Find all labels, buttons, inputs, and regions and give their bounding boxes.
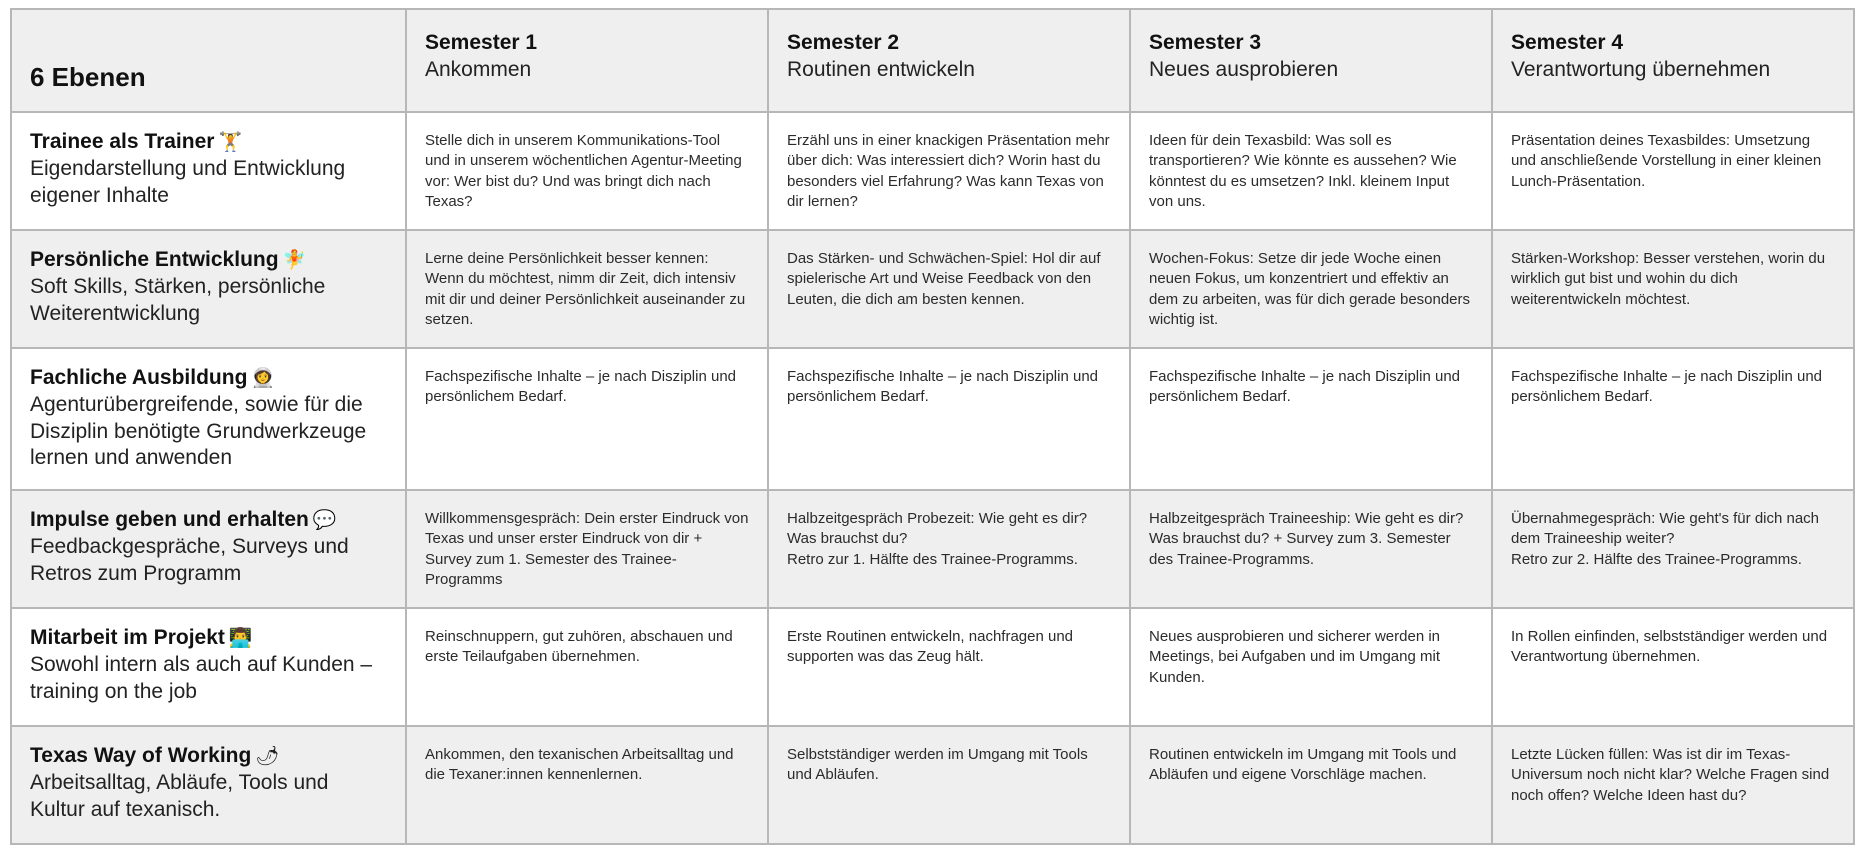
table-cell [768, 490, 1130, 608]
semester-title: Semester 2 [787, 31, 900, 54]
level-title: Fachliche Ausbildung [30, 366, 248, 389]
cell-text: Präsentation deines Texasbildes: Umsetzung und anschließende Vorstellung in einer kleinen Lunch-Präsentation. [1511, 132, 1822, 190]
cell-text: Fachspezifische Inhalte – je nach Disziplin und persönlichem Bedarf. [1511, 368, 1823, 406]
table-cell [1130, 230, 1492, 348]
table-cell [768, 230, 1130, 348]
level-title: Mitarbeit im Projekt [30, 626, 225, 649]
fairy-icon: 🧚 [282, 249, 307, 271]
semester-header-4 [1492, 9, 1854, 112]
level-cell [11, 230, 406, 348]
cell-text: Wochen-Fokus: Setze dir jede Woche einen neuen Fokus, um konzentriert und effektiv an dem zu arbeiten, was für dich gerade besonders wichtig ist. [1149, 250, 1471, 329]
level-title: Impulse geben und erhalten [30, 508, 309, 531]
cell-text: Routinen entwickeln im Umgang mit Tools und Abläufen und eigene Vorschläge machen. [1149, 746, 1457, 784]
cell-text: In Rollen einfinden, selbstständiger werden und Verantwortung übernehmen. [1511, 628, 1828, 666]
cell-text: Das Stärken- und Schwächen-Spiel: Hol dir auf spielerische Art und Weise Feedback von den Leuten, die dich am besten kennen. [787, 250, 1101, 308]
semester-header-3 [1130, 9, 1492, 112]
header-row [11, 9, 1854, 112]
table-cell [406, 490, 768, 608]
cell-text: Stelle dich in unserem Kommunikations-Tool und in unserem wöchentlichen Agentur-Meeting vor: Wer bist du? Und was bringt dich nach Texas? [425, 132, 742, 211]
cell-text: Fachspezifische Inhalte – je nach Disziplin und persönlichem Bedarf. [787, 368, 1099, 406]
table-cell [1130, 726, 1492, 844]
table-cell [1492, 490, 1854, 608]
table-cell [406, 348, 768, 490]
cell-text: Letzte Lücken füllen: Was ist dir im Texas-Universum noch nicht klar? Welche Fragen sind noch offen? Welche Ideen hast du? [1511, 746, 1830, 804]
cell-text: Willkommensgespräch: Dein erster Eindruck von Texas und unser erster Eindruck von dir + Survey zum 1. Semester des Trainee-Programms [425, 510, 749, 589]
level-description: Arbeitsalltag, Abläufe, Tools und Kultur auf texanisch. [30, 771, 329, 821]
cell-text: Erzähl uns in einer knackigen Präsentation mehr über dich: Was interessiert dich? Worin hast du besonders viel Erfahrung? Was kann Texas von dir lernen? [787, 132, 1110, 211]
cell-text: Neues ausprobieren und sicherer werden in Meetings, bei Aufgaben und im Umgang mit Kunden. [1149, 628, 1441, 686]
table-cell [768, 112, 1130, 230]
cell-text: Übernahmegespräch: Wie geht's für dich nach dem Traineeship weiter? Retro zur 2. Hälfte des Trainee-Programms. [1511, 510, 1820, 568]
cell-text: Halbzeitgespräch Traineeship: Wie geht es dir? Was brauchst du? + Survey zum 3. Semester des Trainee-Programms. [1149, 510, 1464, 568]
trainee-program-table [10, 8, 1855, 845]
table-row-fachliche-ausbildung [11, 348, 1854, 490]
cell-text: Ideen für dein Texasbild: Was soll es transportieren? Wie könnte es aussehen? Wie könntest du es umsetzen? Inkl. kleinem Input von uns. [1149, 132, 1457, 211]
table-cell [1492, 726, 1854, 844]
table-cell [768, 726, 1130, 844]
table-cell [1492, 112, 1854, 230]
semester-subtitle: Neues ausprobieren [1149, 58, 1339, 82]
cell-text: Halbzeitgespräch Probezeit: Wie geht es dir? Was brauchst du? Retro zur 1. Hälfte des Trainee-Programms. [787, 510, 1088, 568]
semester-subtitle: Routinen entwickeln [787, 58, 975, 82]
level-title: Trainee als Trainer [30, 130, 215, 153]
level-description: Eigendarstellung und Entwicklung eigener Inhalte [30, 157, 346, 207]
corner-header-title: 6 Ebenen [30, 62, 146, 92]
program-table-container [10, 8, 1853, 845]
cell-text: Fachspezifische Inhalte – je nach Disziplin und persönlichem Bedarf. [1149, 368, 1461, 406]
table-cell [406, 112, 768, 230]
level-cell [11, 726, 406, 844]
table-row-impulse-geben [11, 490, 1854, 608]
table-row-texas-way-of-working [11, 726, 1854, 844]
semester-header-1 [406, 9, 768, 112]
level-cell [11, 490, 406, 608]
table-cell [406, 230, 768, 348]
semester-subtitle: Ankommen [425, 58, 532, 82]
cell-text: Erste Routinen entwickeln, nachfragen und supporten was das Zeug hält. [787, 628, 1074, 666]
level-cell [11, 112, 406, 230]
level-cell [11, 348, 406, 490]
semester-title: Semester 1 [425, 31, 538, 54]
cell-text: Fachspezifische Inhalte – je nach Disziplin und persönlichem Bedarf. [425, 368, 737, 406]
table-cell [406, 608, 768, 726]
level-description: Sowohl intern als auch auf Kunden – training on the job [30, 653, 373, 703]
cell-text: Selbstständiger werden im Umgang mit Tools und Abläufen. [787, 746, 1088, 784]
cell-text: Lerne deine Persönlichkeit besser kennen: Wenn du möchtest, nimm dir Zeit, dich intensiv mit dir und deiner Persönlichkeit auseinander zu setzen. [425, 250, 746, 329]
table-cell [1130, 608, 1492, 726]
semester-header-2 [768, 9, 1130, 112]
table-cell [406, 726, 768, 844]
semester-title: Semester 4 [1511, 31, 1624, 54]
table-cell [1130, 490, 1492, 608]
semester-subtitle: Verantwortung übernehmen [1511, 58, 1771, 82]
table-cell [1130, 348, 1492, 490]
weightlifter-icon: 🏋 [218, 131, 243, 153]
cell-text: Ankommen, den texanischen Arbeitsalltag und die Texaner:innen kennenlernen. [425, 746, 734, 784]
cell-text: Reinschnuppern, gut zuhören, abschauen und erste Teilaufgaben übernehmen. [425, 628, 733, 666]
chili-pepper-icon: 🌶 [255, 745, 280, 767]
table-cell [1492, 348, 1854, 490]
table-cell [1130, 112, 1492, 230]
table-cell [1492, 608, 1854, 726]
level-description: Feedbackgespräche, Surveys und Retros zum Programm [30, 535, 349, 585]
table-cell [768, 608, 1130, 726]
table-row-trainee-als-trainer [11, 112, 1854, 230]
technologist-icon: 👨‍💻 [228, 627, 253, 649]
level-description: Agenturübergreifende, sowie für die Disziplin benötigte Grundwerkzeuge lernen und anwenden [30, 393, 367, 469]
astronaut-icon: 👩‍🚀 [251, 367, 276, 389]
semester-title: Semester 3 [1149, 31, 1262, 54]
speech-bubble-icon: 💬 [312, 509, 337, 531]
corner-header-cell [11, 9, 406, 112]
level-cell [11, 608, 406, 726]
table-row-mitarbeit-im-projekt [11, 608, 1854, 726]
table-cell [1492, 230, 1854, 348]
table-row-persoenliche-entwicklung [11, 230, 1854, 348]
level-title: Texas Way of Working [30, 744, 252, 767]
level-title: Persönliche Entwicklung [30, 248, 279, 271]
level-description: Soft Skills, Stärken, persönliche Weiterentwicklung [30, 275, 326, 325]
table-cell [768, 348, 1130, 490]
cell-text: Stärken-Workshop: Besser verstehen, worin du wirklich gut bist und wohin du dich weiterentwickeln möchtest. [1511, 250, 1826, 308]
